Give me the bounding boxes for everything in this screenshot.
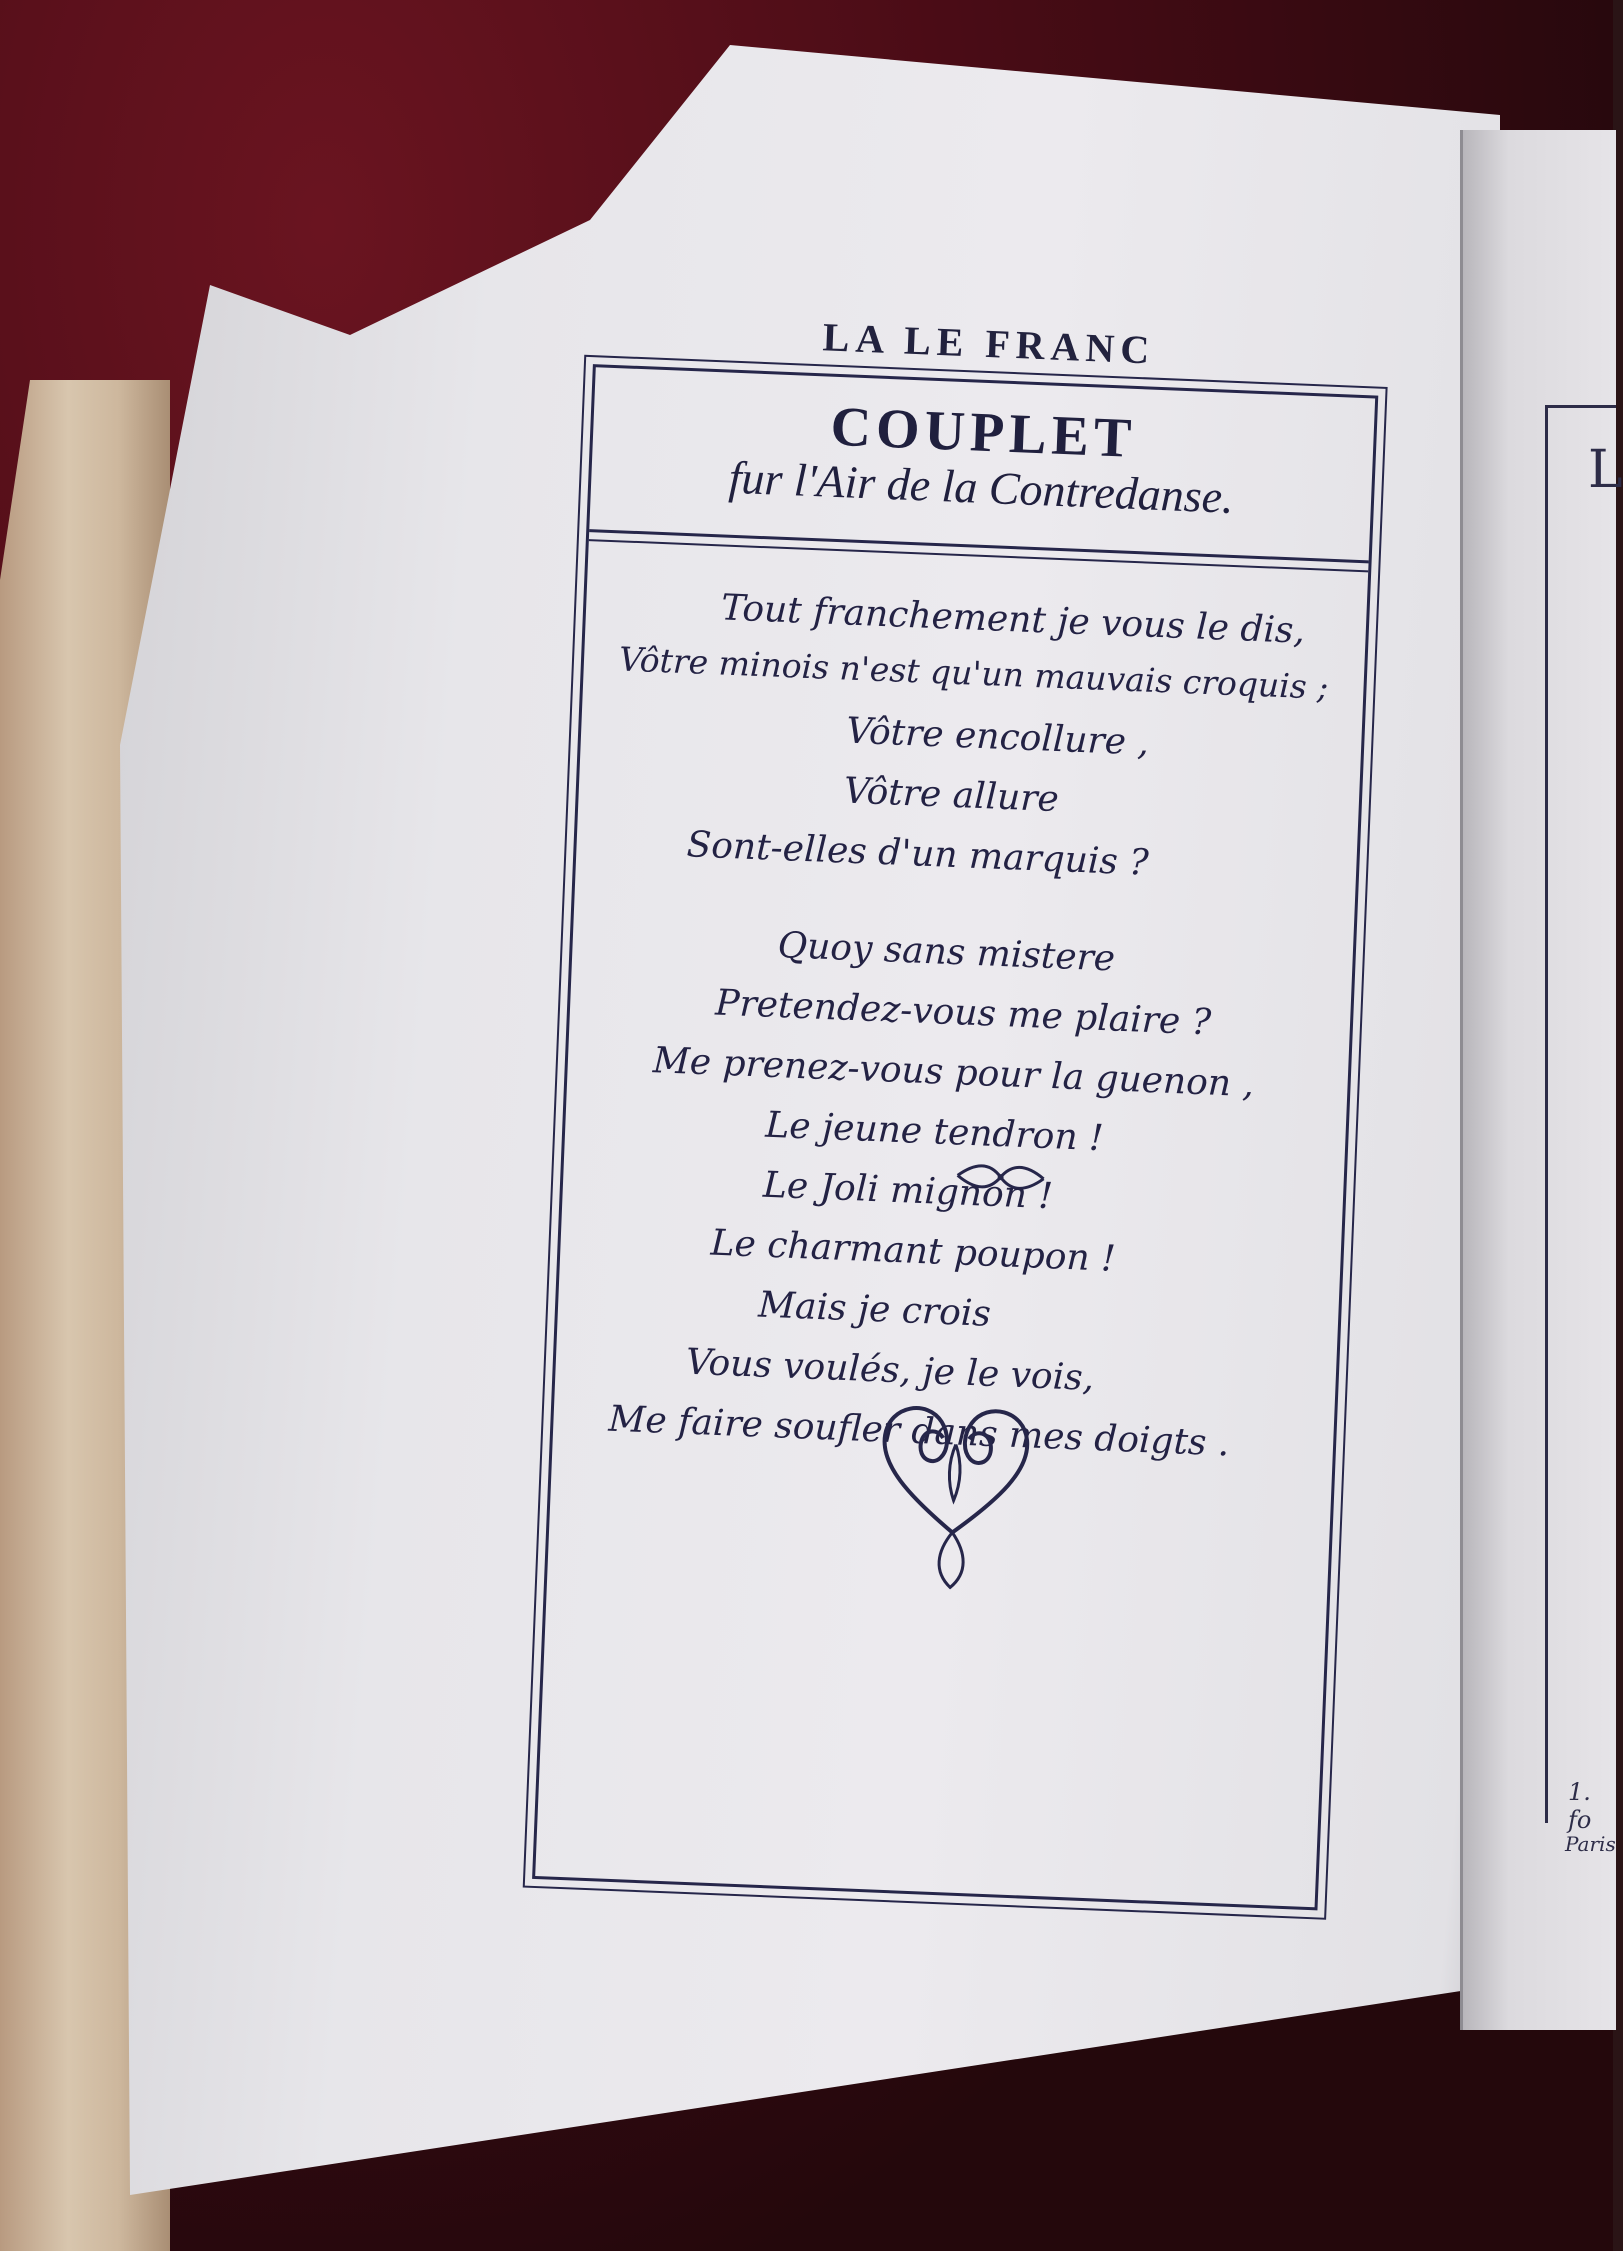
right-page-letter: L: [1588, 440, 1623, 500]
page-subtitle: fur l'Air de la Contredanse.: [727, 451, 1235, 523]
plate-frame: [532, 364, 1378, 1910]
right-page-footer-1: 1. fo: [1568, 1778, 1592, 1834]
running-head: LA LE FRANC: [821, 314, 1157, 373]
verse-line: Vôtre allure: [843, 770, 1060, 821]
page-title: COUPLET: [829, 395, 1138, 470]
verse-line: Le charmant poupon !: [709, 1222, 1117, 1280]
verse-line: Le Joli mignon !: [762, 1164, 1054, 1218]
verse-line: Tout franchement je vous le dis,: [720, 587, 1306, 652]
verse-line: Quoy sans mistere: [776, 925, 1116, 980]
right-page-footer-2: Paris: [1565, 1832, 1616, 1856]
title-box: [589, 367, 1375, 563]
heart-knot-icon: [865, 1379, 1043, 1596]
verse-line: Me prenez-vous pour la guenon ,: [652, 1040, 1255, 1106]
verse-line: Vôtre encollure ,: [845, 710, 1150, 764]
verse-block: [587, 582, 1366, 1465]
verse-line: Mais je crois: [757, 1284, 992, 1335]
verse-line: Pretendez-vous me plaire ?: [714, 982, 1212, 1044]
verse-line: Le jeune tendron !: [764, 1104, 1105, 1160]
verse-line: Sont-elles d'un marquis ?: [685, 824, 1150, 884]
verse-line: Me faire soufler dans mes doigts .: [607, 1398, 1231, 1465]
verse-line: Vous voulés, je le vois,: [685, 1341, 1095, 1400]
engraved-plate: [497, 303, 1419, 1906]
right-page-frame: [1545, 405, 1616, 1823]
verse-line: Vôtre minois n'est qu'un mauvais croquis ;: [618, 639, 1330, 707]
